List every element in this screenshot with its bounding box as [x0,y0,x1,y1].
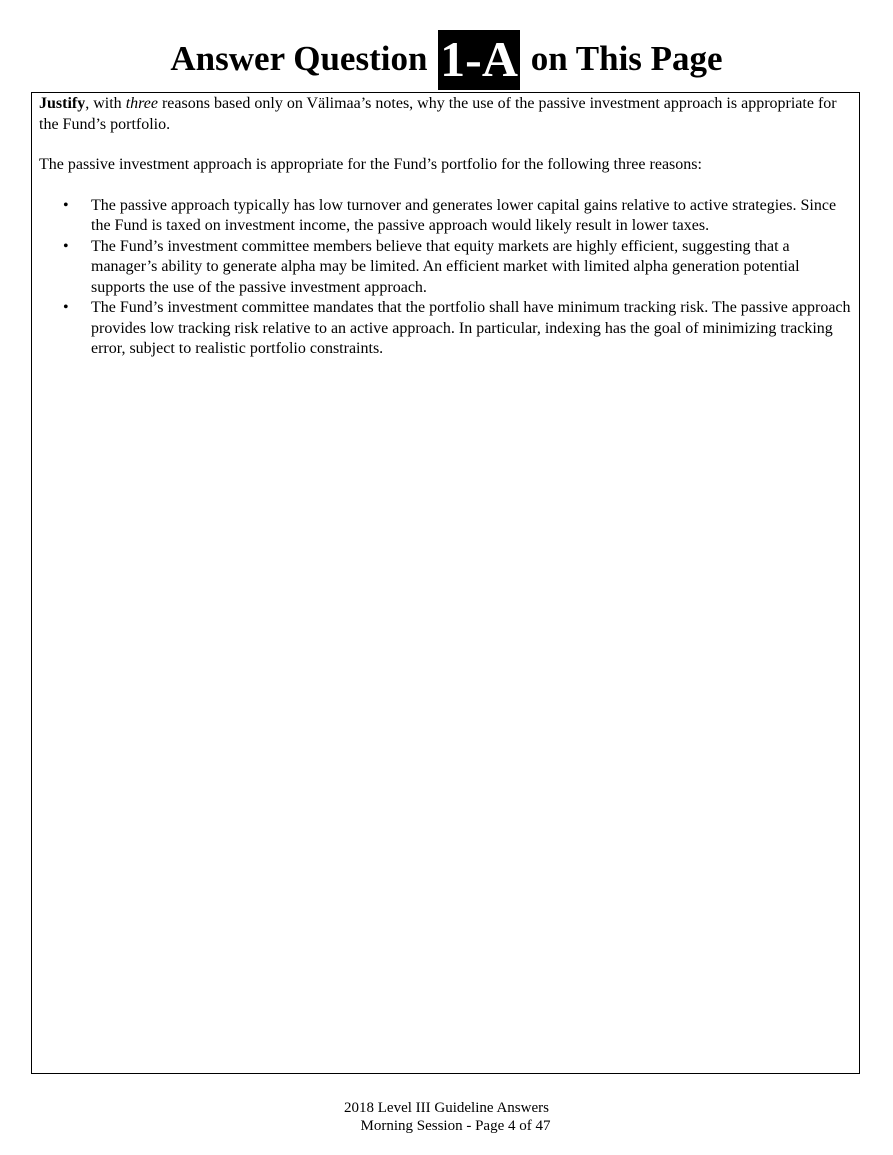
reason-item [63,196,851,237]
footer-page-number: Morning Session - Page 4 of 47 [360,1118,551,1134]
footer-document-title: 2018 Level III Guideline Answers [344,1100,549,1116]
reason-item [63,237,851,299]
bullet-icon: • [63,196,69,214]
reason-text: The passive approach typically has low turnover and generates lower capital gains relative to active strategies. Since the Fund is taxed on investment income, the passive approach would likely result in lower taxes. [91,196,837,234]
title-prefix: Answer Question [170,39,428,78]
page-title [0,30,893,90]
question-prompt [39,94,851,135]
question-command-word: Justify [39,95,86,112]
answer-box [31,92,860,1074]
reason-text: The Fund’s investment committee members believe that equity markets are highly efficient, suggesting that a manager’s ability to generate alpha may be limited. An efficient market with limited alpha generation potential supports the use of the passive investment approach. [91,237,800,296]
question-emphasis: three [125,95,158,112]
answer-intro: The passive investment approach is appropriate for the Fund’s portfolio for the following three reasons: [39,156,702,173]
reason-text: The Fund’s investment committee mandates that the portfolio shall have minimum tracking risk. The passive approach provides low tracking risk relative to an active approach. In particular, indexing has the goal of minimizing tracking error, subject to realistic portfolio constraints. [91,299,851,357]
page-footer [0,1099,893,1135]
bullet-icon: • [63,237,69,255]
bullet-icon: • [63,299,69,316]
question-number-badge: 1-A [438,30,520,90]
reason-item [63,298,851,360]
question-text-part-1: , with [85,95,126,112]
reasons-list [39,196,851,360]
question-text-part-2: reasons based only on Välimaa’s notes, why the use of the passive investment approach is appropriate for the Fund’s portfolio. [39,95,837,133]
title-suffix: on This Page [530,39,723,78]
